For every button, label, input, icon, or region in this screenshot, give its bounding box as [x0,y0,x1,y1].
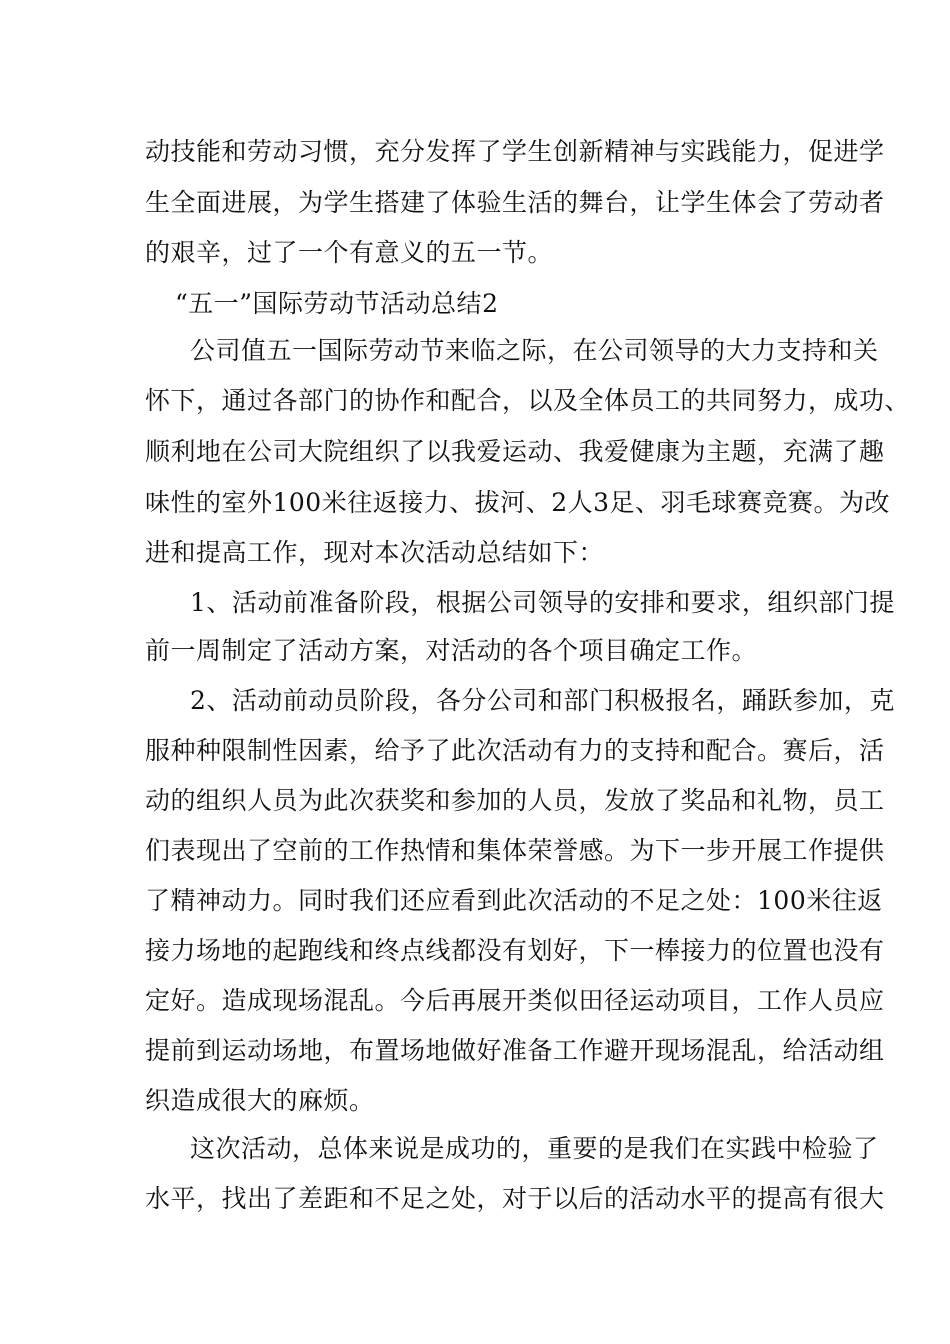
text-line: 进和提高工作，现对本次活动总结如下： [145,538,605,567]
text-line: 的艰辛，过了一个有意义的五一节。 [145,238,554,267]
text-line: 顺利地在公司大院组织了以我爱运动、我爱健康为主题，充满了趣 [145,437,885,466]
section-heading: “五一”国际劳动节活动总结2 [175,289,499,318]
text-line: 们表现出了空前的工作热情和集体荣誉感。为下一步开展工作提供 [145,836,885,865]
text-line: 织造成很大的麻烦。 [145,1086,375,1115]
text-line: 定好。造成现场混乱。今后再展开类似田径运动项目，工作人员应 [145,986,885,1015]
text-line: 服种种限制性因素，给予了此次活动有力的支持和配合。赛后，活 [145,736,885,765]
text-line: 这次活动，总体来说是成功的，重要的是我们在实践中检验了 [190,1134,879,1163]
text-line: 怀下，通过各部门的协作和配合，以及全体员工的共同努力，成功、 [145,386,911,415]
text-line: 了精神动力。同时我们还应看到此次活动的不足之处：100米往返 [145,886,883,915]
text-line: 公司值五一国际劳动节来临之际，在公司领导的大力支持和关 [190,336,879,365]
text-line: 水平，找出了差距和不足之处，对于以后的活动水平的提高有很大 [145,1184,885,1213]
text-line: 味性的室外100米往返接力、拔河、2人3足、羽毛球赛竞赛。为改 [145,488,891,517]
text-line: 前一周制定了活动方案，对活动的各个项目确定工作。 [145,636,758,665]
text-line: 动技能和劳动习惯，充分发挥了学生创新精神与实践能力，促进学 [145,137,885,166]
text-line: 生全面进展，为学生搭建了体验生活的舞台，让学生体会了劳动者 [145,188,885,217]
text-line: 提前到运动场地，布置场地做好准备工作避开现场混乱，给活动组 [145,1036,885,1065]
text-line: 动的组织人员为此次获奖和参加的人员，发放了奖品和礼物，员工 [145,786,885,815]
text-line: 1、活动前准备阶段，根据公司领导的安排和要求，组织部门提 [190,588,895,617]
text-line: 2、活动前动员阶段，各分公司和部门积极报名，踊跃参加，克 [190,686,895,715]
text-line: 接力场地的起跑线和终点线都没有划好，下一棒接力的位置也没有 [145,936,885,965]
